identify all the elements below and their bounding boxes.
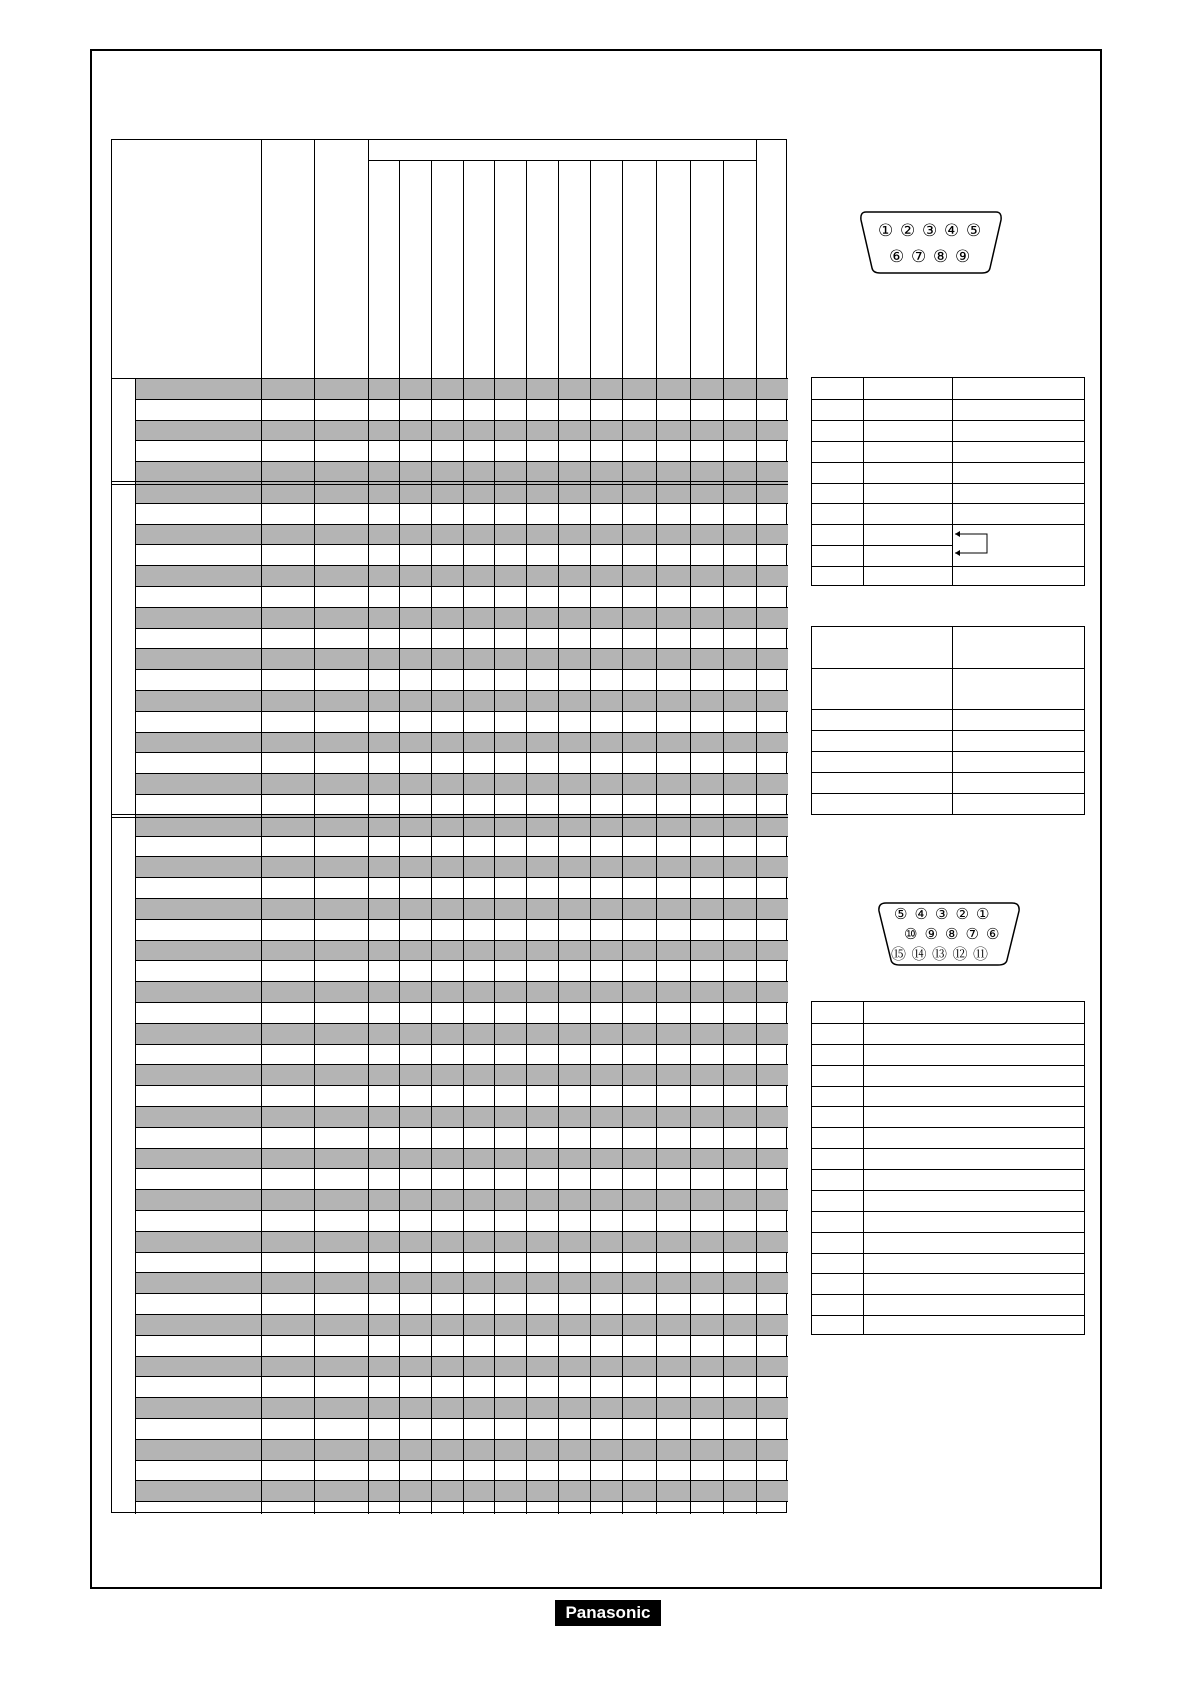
pin-label: ⑥ (889, 247, 905, 267)
signal-col-rule (656, 160, 657, 1514)
row-rule (812, 730, 1084, 731)
signal-compatibility-table (111, 139, 787, 1513)
pin-label: ⑪ (973, 945, 989, 963)
signal-col-rule (526, 160, 527, 1514)
pin-label: ② (900, 221, 916, 241)
row-rule (812, 1253, 1084, 1254)
pin-label: ⑨ (924, 925, 938, 943)
group-rule (112, 481, 788, 482)
column-rule (314, 140, 315, 1514)
row-rule (812, 503, 1084, 504)
pin-label: ⑨ (955, 247, 971, 267)
group-rule (112, 817, 788, 818)
row-rule (812, 524, 1084, 525)
pin-label: ③ (922, 221, 938, 241)
pin-label: ③ (935, 905, 949, 923)
signal-col-rule (622, 160, 623, 1514)
row-rule (812, 793, 1084, 794)
column-rule (863, 1002, 864, 1334)
row-rule (812, 462, 1084, 463)
row-rule (812, 1211, 1084, 1212)
signal-col-rule (756, 140, 757, 1514)
pin-label: ⑭ (911, 945, 927, 963)
pin-label: ④ (944, 221, 960, 241)
row-rule (812, 1273, 1084, 1274)
signal-col-rule (690, 160, 691, 1514)
pin-label: ② (955, 905, 969, 923)
signal-col-rule (494, 160, 495, 1514)
vga-connector-icon (876, 900, 1022, 968)
vga-pin-table (811, 1001, 1085, 1335)
row-rule (812, 668, 1084, 669)
serial-pin-table (811, 377, 1085, 586)
pin-label: ⑤ (966, 221, 982, 241)
pin-label: ⑦ (911, 247, 927, 267)
row-rule (812, 441, 1084, 442)
column-rule (261, 140, 262, 1514)
row-rule (812, 545, 952, 546)
column-rule (952, 627, 953, 814)
pin-label: ④ (914, 905, 928, 923)
pin-label: ⑧ (945, 925, 959, 943)
row-rule (812, 1086, 1084, 1087)
row-rule (812, 772, 1084, 773)
row-rule (812, 1294, 1084, 1295)
header-bottom-rule (112, 378, 788, 379)
pin-label: ⑮ (891, 945, 907, 963)
header-band-rule (368, 160, 756, 161)
serial-connector-icon (858, 208, 1004, 276)
row-rule (812, 1127, 1084, 1128)
category-col-rule (135, 378, 136, 1514)
row-rule (812, 1044, 1084, 1045)
row-rule (812, 1315, 1084, 1316)
row-rule (812, 1169, 1084, 1170)
signal-col-rule (590, 160, 591, 1514)
row-rule (812, 1190, 1084, 1191)
pin-label: ⑥ (986, 925, 1000, 943)
pin-label: ⑤ (894, 905, 908, 923)
signal-col-rule (399, 160, 400, 1514)
row-rule (812, 1106, 1084, 1107)
row-rule (812, 709, 1084, 710)
pin-label: ⑦ (965, 925, 979, 943)
row-rule (812, 1065, 1084, 1066)
logo-text: Panasonic (565, 1603, 651, 1622)
row-rule (812, 1023, 1084, 1024)
group-rule (112, 814, 788, 815)
pin-label: ⑫ (952, 945, 968, 963)
signal-col-rule (558, 160, 559, 1514)
row-rule (812, 1148, 1084, 1149)
signal-col-rule (723, 160, 724, 1514)
pin-label: ⑬ (932, 945, 948, 963)
pin-label: ⑧ (933, 247, 949, 267)
row-rule (812, 1232, 1084, 1233)
pin-label: ⑩ (904, 925, 918, 943)
row-rule (812, 420, 1084, 421)
group-rule (112, 484, 788, 485)
loopback-arrow-icon (952, 524, 1012, 564)
row-rule (812, 566, 1084, 567)
signal-col-rule (463, 160, 464, 1514)
column-rule (863, 378, 864, 585)
pin-label: ① (976, 905, 990, 923)
communication-spec-table (811, 626, 1085, 815)
row-rule (812, 751, 1084, 752)
pin-label: ① (878, 221, 894, 241)
signal-col-rule (368, 140, 369, 1514)
row-rule (812, 399, 1084, 400)
row-rule (812, 483, 1084, 484)
panasonic-logo (555, 1600, 661, 1626)
signal-col-rule (431, 160, 432, 1514)
